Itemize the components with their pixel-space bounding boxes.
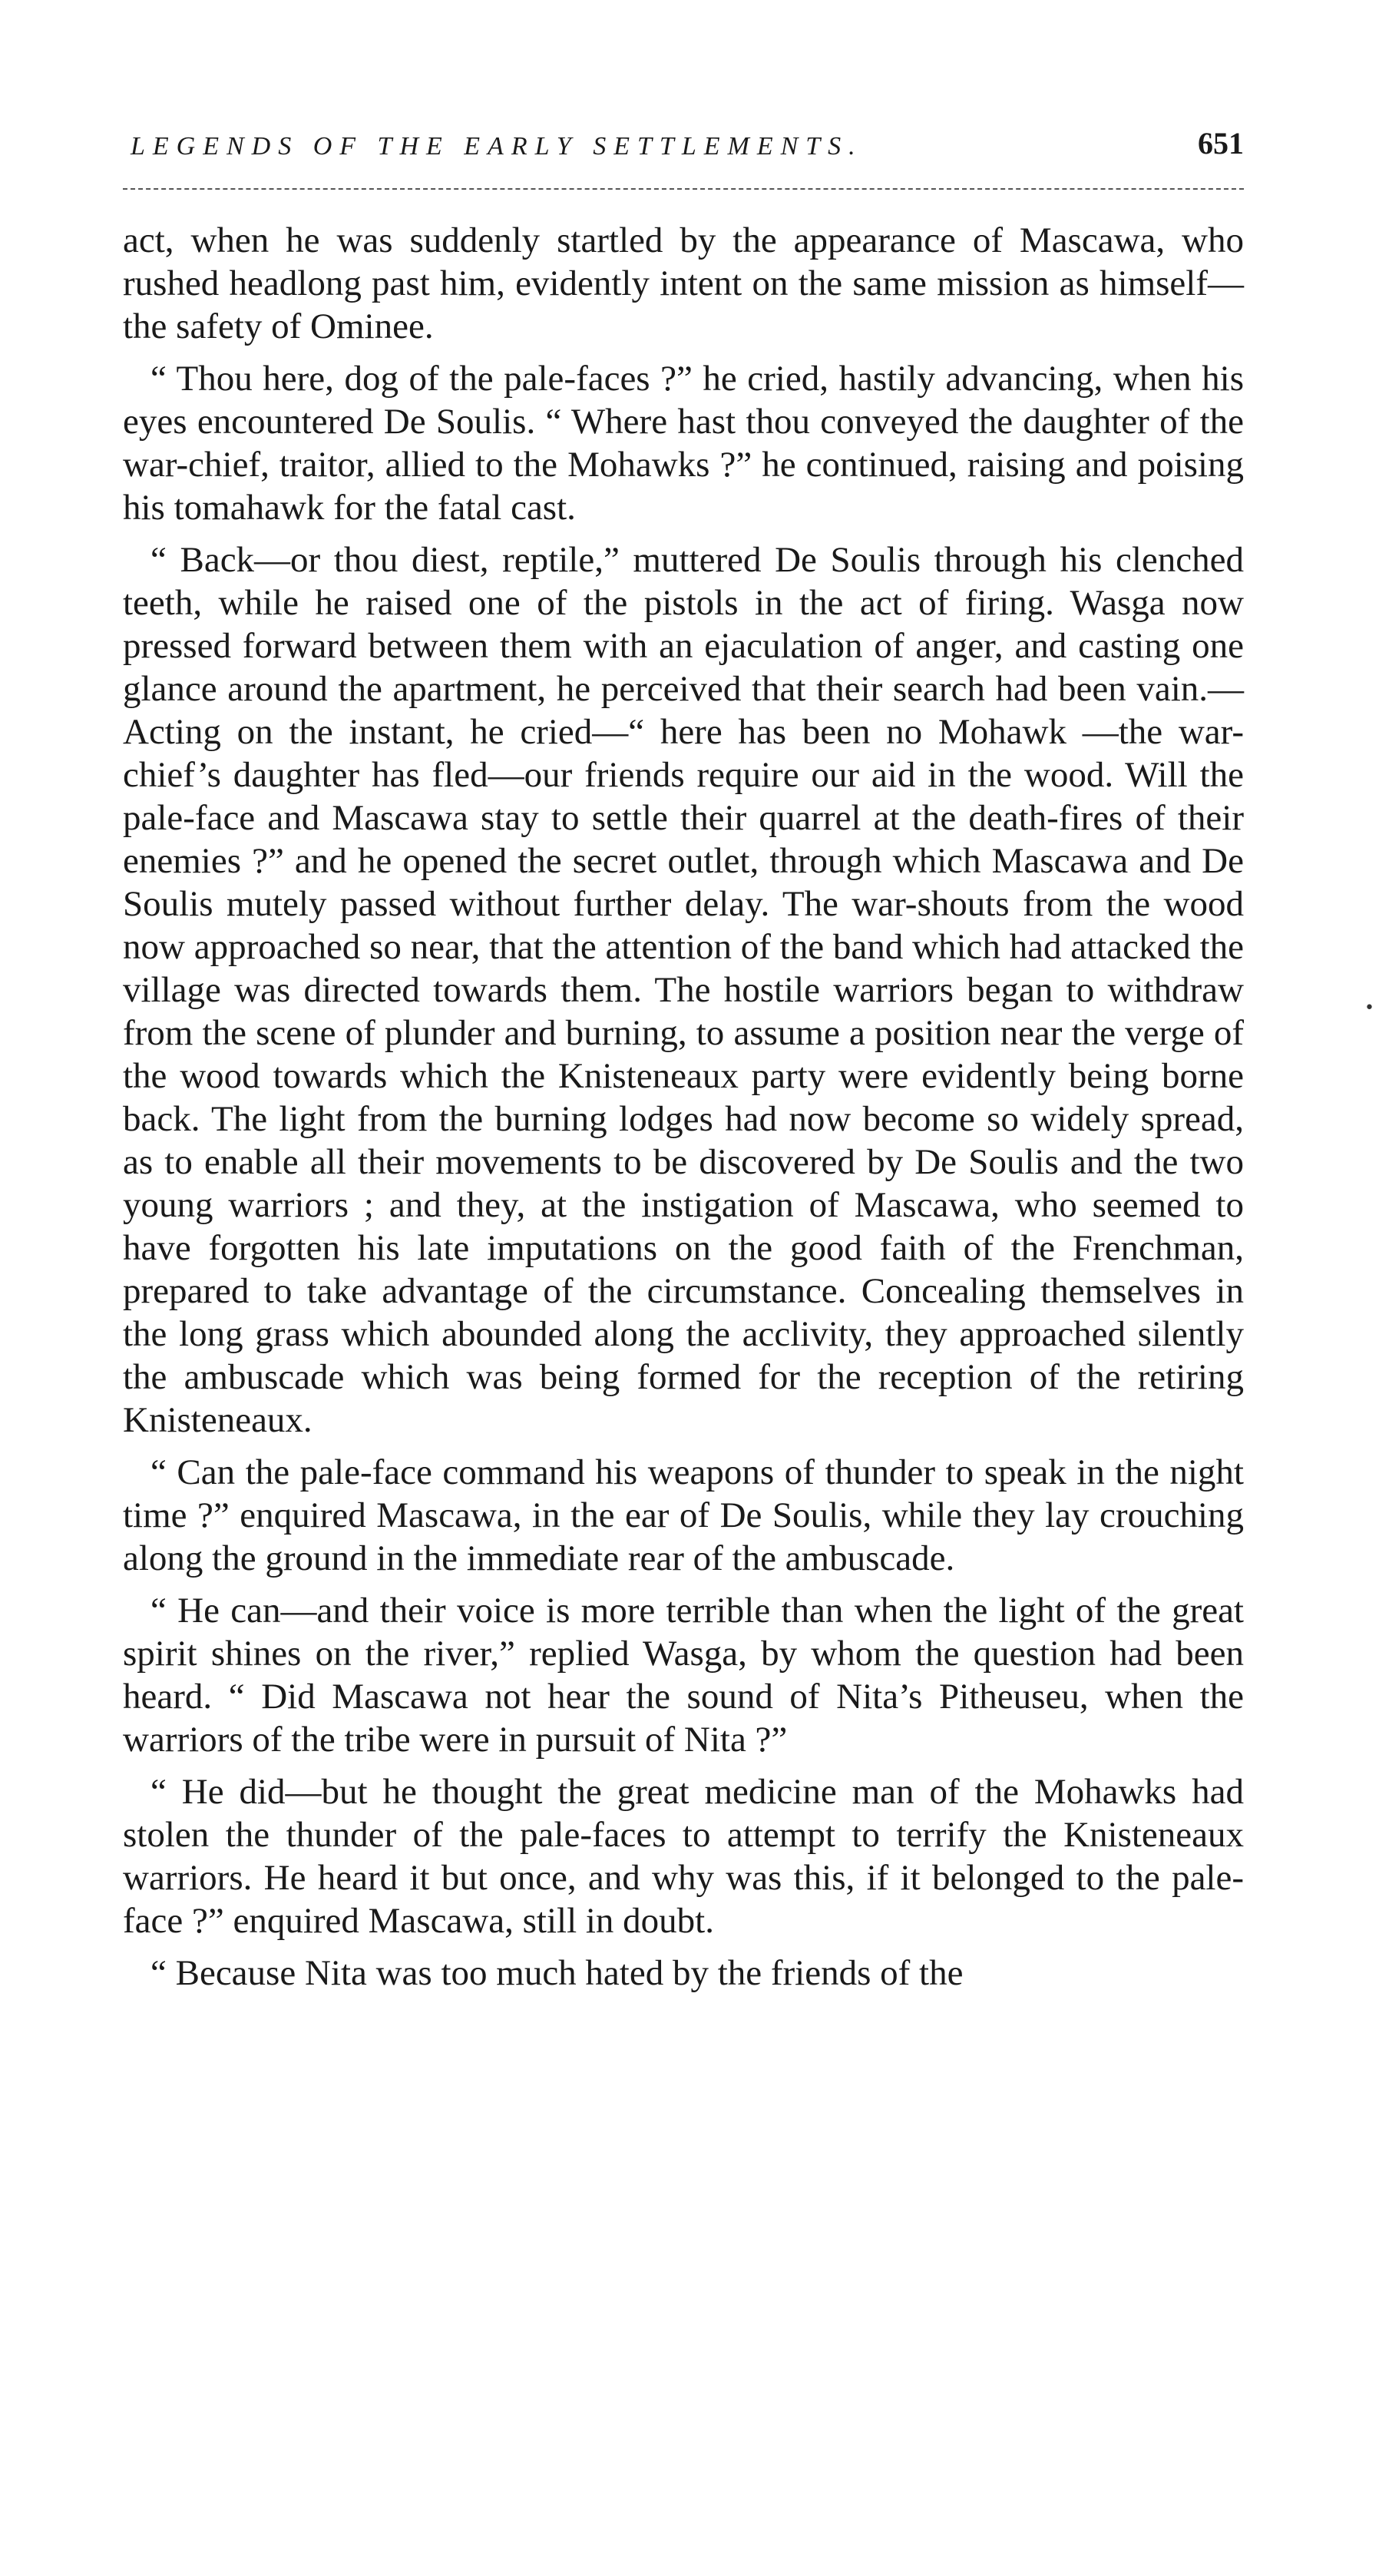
running-head [131,115,1244,161]
page-number: 651 [1198,126,1244,161]
running-title: LEGENDS OF THE EARLY SETTLEMENTS. [131,132,863,161]
paragraph: act, when he was suddenly startled by the appearance of Mascawa, who rushed headlong past him, evidently intent on the same mission as himself—the safety of Ominee. [123,220,1244,346]
paragraph: “ Can the pale-face command his weapons of thunder to speak in the night time ?” enquired Mascawa, in the ear of De Soulis, while they lay crouching along the ground in the immediate rear of the ambuscade. [123,1452,1244,1578]
body-text [123,219,1244,2004]
paragraph: “ Thou here, dog of the pale-faces ?” he cried, hastily advancing, when his eyes encountered De Soulis. “ Where hast thou conveyed the daughter of the war-chief, traitor, allied to the Mohawks ?” he continued, raising and poising his tomahawk for the fatal cast. [123,359,1244,528]
paragraph: “ He did—but he thought the great medicine man of the Mohawks had stolen the thunder of the pale-faces to attempt to terrify the Knisteneaux warriors. He heard it but once, and why was this, if it belonged to the pale-face ?” enquired Mascawa, still in doubt. [123,1772,1244,1941]
header-rule [123,188,1244,190]
paragraph: “ Because Nita was too much hated by the friends of the [150,1953,964,1993]
paragraph: “ Back—or thou diest, reptile,” muttered De Soulis through his clenched teeth, while he raised one of the pistols in the act of firing. Wasga now pressed forward between them with an ejaculation of anger, and casting one glance around the apartment, he perceived that their search had been vain.—Acting on the instant, he cried—“ here has been no Mohawk —the war-chief’s daughter has fled—our friends require our aid in the wood. Will the pale-face and Mascawa stay to settle their quarrel at the death-fires of their enemies ?” and he opened the secret outlet, through which Mascawa and De Soulis mutely passed without further delay. The war-shouts from the wood now approached so near, that the attention of the band which had attacked the village was directed towards them. The hostile warriors began to withdraw from the scene of plunder and burning, to assume a position near the verge of the wood towards which the Knisteneaux party were evidently being borne back. The light from the burning lodges had now become so widely spread, as to enable all their movements to be discovered by De Soulis and the two young warriors ; and they, at the instigation of Mascawa, who seemed to have forgotten his late imputations on the good faith of the Frenchman, prepared to take advantage of the circumstance. Concealing themselves in the long grass which abounded along the acclivity, they approached silently the ambuscade which was being formed for the reception of the retiring Knisteneaux. [123,540,1244,1440]
paragraph: “ He can—and their voice is more terrible than when the light of the great spirit shines on the river,” replied Wasga, by whom the question had been heard. “ Did Mascawa not hear the sound of Nita’s Pitheuseu, when the warriors of the tribe were in pursuit of Nita ?” [123,1591,1244,1760]
margin-dot-mark: • [1364,998,1374,1018]
